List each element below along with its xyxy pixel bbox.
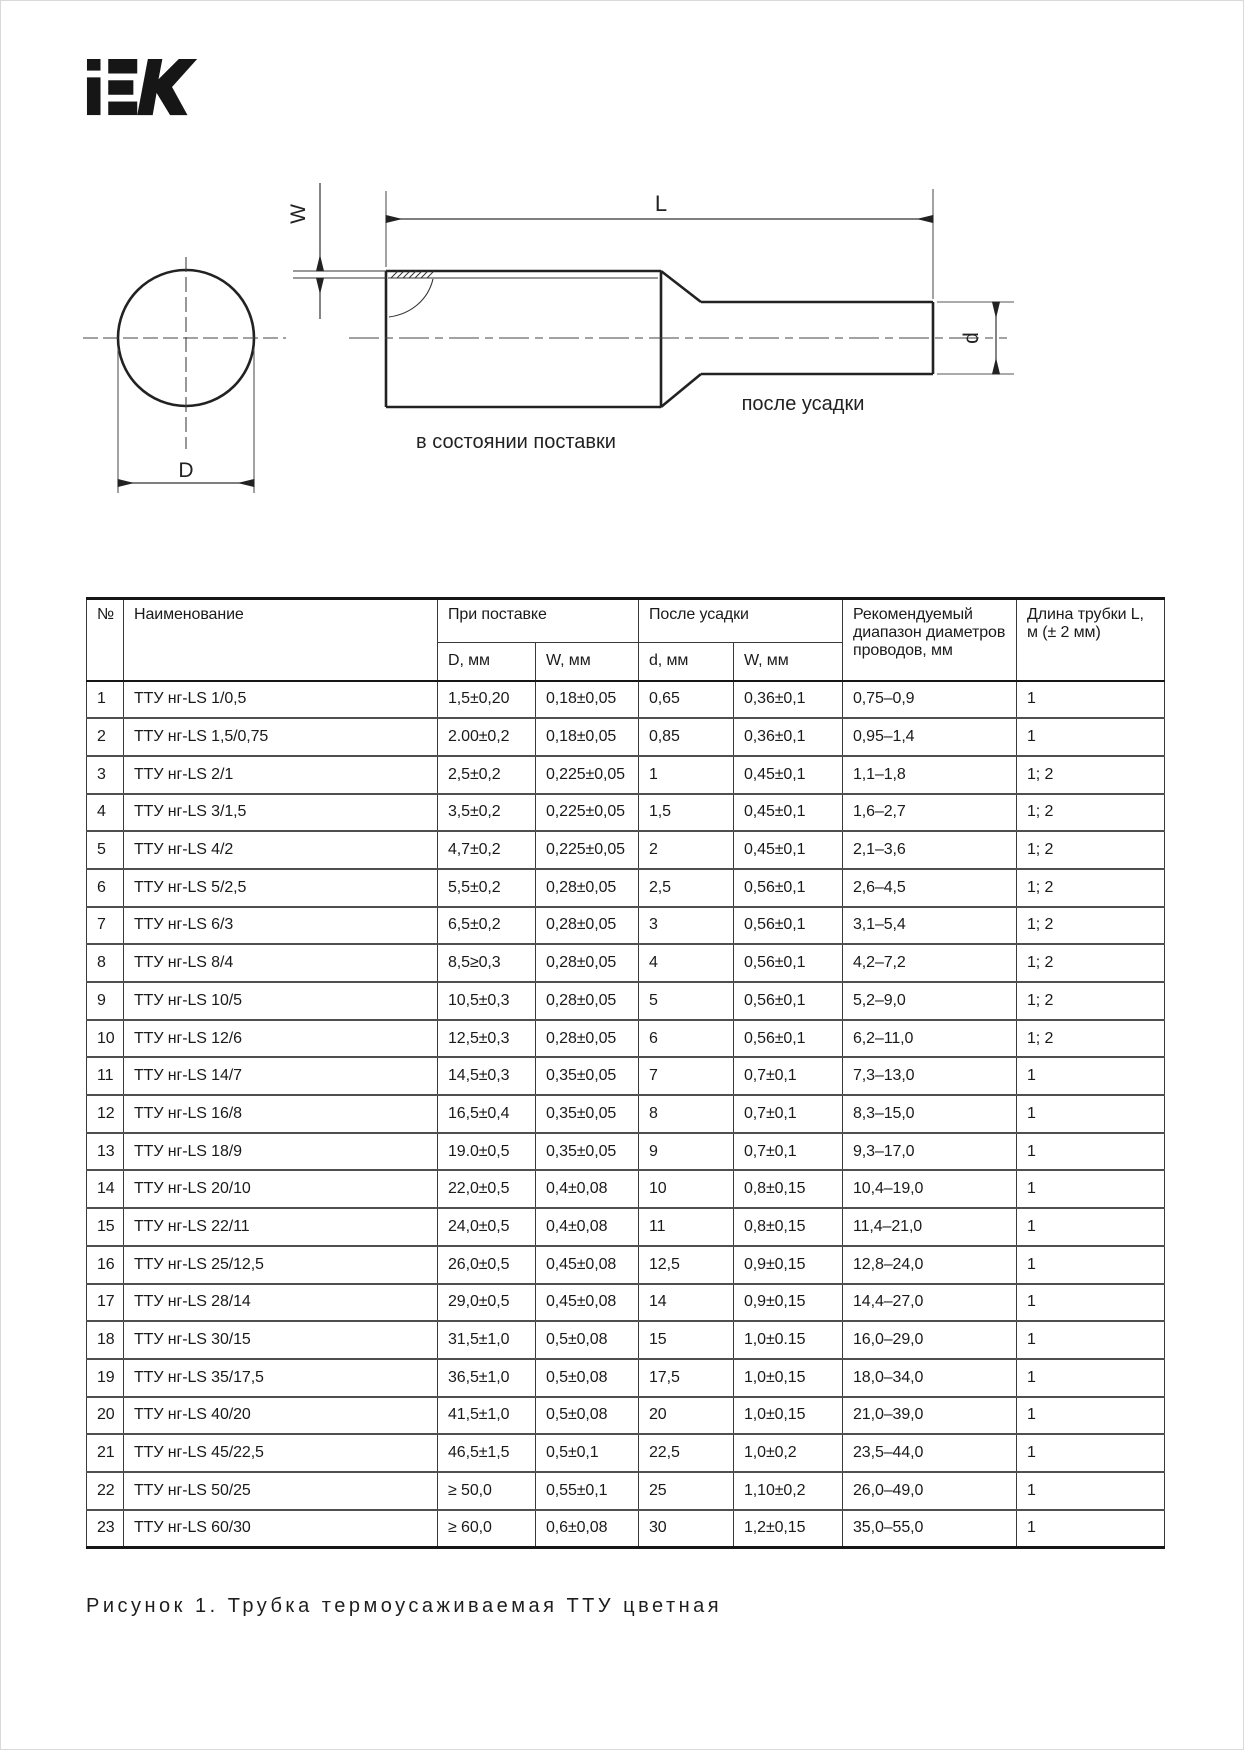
table-row: [87, 756, 1165, 794]
cell-d-mm: 0,65: [639, 681, 734, 719]
cell-range: 1,1–1,8: [843, 756, 1017, 794]
cell-num: 21: [87, 1434, 124, 1472]
cell-range: 4,2–7,2: [843, 944, 1017, 982]
cell-length: 1; 2: [1017, 756, 1165, 794]
cell-W-delivery: 0,4±0,08: [536, 1170, 639, 1208]
table-row: [87, 944, 1165, 982]
cell-W-after: 0,7±0,1: [734, 1133, 843, 1171]
cell-range: 3,1–5,4: [843, 907, 1017, 945]
cell-d-mm: 6: [639, 1020, 734, 1058]
cell-length: 1; 2: [1017, 794, 1165, 832]
cell-length: 1; 2: [1017, 1020, 1165, 1058]
header-W-delivery: W, мм: [536, 643, 639, 681]
header-name: Наименование: [124, 599, 438, 681]
table-row: [87, 1472, 1165, 1510]
cell-d-mm: 25: [639, 1472, 734, 1510]
table-row: [87, 1057, 1165, 1095]
cell-W-after: 0,9±0,15: [734, 1246, 843, 1284]
cell-range: 9,3–17,0: [843, 1133, 1017, 1171]
table-row: [87, 1133, 1165, 1171]
cell-range: 14,4–27,0: [843, 1284, 1017, 1322]
cell-W-delivery: 0,225±0,05: [536, 756, 639, 794]
header-group-delivery: При поставке: [438, 599, 639, 643]
cell-D-mm: 6,5±0,2: [438, 907, 536, 945]
cell-W-after: 0,9±0,15: [734, 1284, 843, 1322]
cell-W-after: 1,0±0,15: [734, 1397, 843, 1435]
cell-W-delivery: 0,5±0,08: [536, 1321, 639, 1359]
dim-label-L: L: [654, 191, 668, 216]
header-D-mm: D, мм: [438, 643, 536, 681]
cell-length: 1: [1017, 1510, 1165, 1548]
cell-range: 2,6–4,5: [843, 869, 1017, 907]
cell-d-mm: 4: [639, 944, 734, 982]
cell-num: 17: [87, 1284, 124, 1322]
cell-num: 22: [87, 1472, 124, 1510]
cell-D-mm: 5,5±0,2: [438, 869, 536, 907]
cell-name: ТТУ нг-LS 14/7: [124, 1057, 438, 1095]
cell-range: 10,4–19,0: [843, 1170, 1017, 1208]
table-row: [87, 1321, 1165, 1359]
cell-W-after: 0,56±0,1: [734, 1020, 843, 1058]
cell-name: ТТУ нг-LS 1/0,5: [124, 681, 438, 719]
cell-name: ТТУ нг-LS 16/8: [124, 1095, 438, 1133]
cell-num: 15: [87, 1208, 124, 1246]
cell-range: 23,5–44,0: [843, 1434, 1017, 1472]
cell-d-mm: 0,85: [639, 718, 734, 756]
cell-num: 3: [87, 756, 124, 794]
header-d-mm: d, мм: [639, 643, 734, 681]
cell-range: 5,2–9,0: [843, 982, 1017, 1020]
cell-D-mm: 16,5±0,4: [438, 1095, 536, 1133]
cell-D-mm: 19.0±0,5: [438, 1133, 536, 1171]
cell-d-mm: 3: [639, 907, 734, 945]
cell-length: 1; 2: [1017, 944, 1165, 982]
table-row: [87, 1434, 1165, 1472]
cell-d-mm: 2: [639, 831, 734, 869]
cell-num: 12: [87, 1095, 124, 1133]
logo-e-bar: [108, 59, 137, 74]
cell-W-after: 1,10±0,2: [734, 1472, 843, 1510]
cell-W-after: 0,56±0,1: [734, 869, 843, 907]
cell-W-after: 0,56±0,1: [734, 944, 843, 982]
header-range: Рекомендуемый диапазон диаметров проводов, мм: [843, 599, 1017, 681]
cell-name: ТТУ нг-LS 1,5/0,75: [124, 718, 438, 756]
cell-length: 1: [1017, 1095, 1165, 1133]
cell-length: 1; 2: [1017, 831, 1165, 869]
cell-name: ТТУ нг-LS 28/14: [124, 1284, 438, 1322]
cell-name: ТТУ нг-LS 60/30: [124, 1510, 438, 1548]
table-row: [87, 1397, 1165, 1435]
dim-label-D: D: [178, 459, 194, 482]
cell-range: 12,8–24,0: [843, 1246, 1017, 1284]
cell-length: 1: [1017, 1359, 1165, 1397]
technical-drawing: [61, 171, 1031, 501]
cell-d-mm: 12,5: [639, 1246, 734, 1284]
cell-W-after: 0,56±0,1: [734, 907, 843, 945]
cell-length: 1: [1017, 1434, 1165, 1472]
cell-d-mm: 9: [639, 1133, 734, 1171]
table-row: [87, 1170, 1165, 1208]
cell-length: 1: [1017, 1321, 1165, 1359]
table-row: [87, 1284, 1165, 1322]
cell-name: ТТУ нг-LS 35/17,5: [124, 1359, 438, 1397]
cell-length: 1: [1017, 1284, 1165, 1322]
cell-length: 1: [1017, 1208, 1165, 1246]
cell-d-mm: 30: [639, 1510, 734, 1548]
cell-range: 0,75–0,9: [843, 681, 1017, 719]
cell-num: 6: [87, 869, 124, 907]
cell-W-delivery: 0,35±0,05: [536, 1095, 639, 1133]
cell-D-mm: ≥ 50,0: [438, 1472, 536, 1510]
cell-D-mm: 41,5±1,0: [438, 1397, 536, 1435]
table-row: [87, 1359, 1165, 1397]
header-length: Длина трубки L, м (± 2 мм): [1017, 599, 1165, 681]
header-W-after: W, мм: [734, 643, 843, 681]
cell-length: 1: [1017, 681, 1165, 719]
cell-W-delivery: 0,28±0,05: [536, 869, 639, 907]
cell-W-after: 0,7±0,1: [734, 1057, 843, 1095]
cell-D-mm: 22,0±0,5: [438, 1170, 536, 1208]
cell-W-delivery: 0,18±0,05: [536, 718, 639, 756]
cell-D-mm: 10,5±0,3: [438, 982, 536, 1020]
table-row: [87, 718, 1165, 756]
cell-range: 8,3–15,0: [843, 1095, 1017, 1133]
table-row: [87, 869, 1165, 907]
cell-W-after: 0,45±0,1: [734, 794, 843, 832]
cell-num: 9: [87, 982, 124, 1020]
table-row: [87, 794, 1165, 832]
cell-num: 11: [87, 1057, 124, 1095]
cell-num: 1: [87, 681, 124, 719]
cell-name: ТТУ нг-LS 8/4: [124, 944, 438, 982]
cell-d-mm: 10: [639, 1170, 734, 1208]
cell-W-delivery: 0,45±0,08: [536, 1284, 639, 1322]
logo-k: [137, 59, 197, 115]
cell-W-delivery: 0,55±0,1: [536, 1472, 639, 1510]
cell-name: ТТУ нг-LS 50/25: [124, 1472, 438, 1510]
cell-range: 2,1–3,6: [843, 831, 1017, 869]
cell-name: ТТУ нг-LS 4/2: [124, 831, 438, 869]
table-row: [87, 1510, 1165, 1548]
cell-num: 16: [87, 1246, 124, 1284]
cell-name: ТТУ нг-LS 25/12,5: [124, 1246, 438, 1284]
cell-W-delivery: 0,225±0,05: [536, 794, 639, 832]
cell-W-delivery: 0,225±0,05: [536, 831, 639, 869]
cell-W-after: 0,8±0,15: [734, 1170, 843, 1208]
cell-D-mm: 36,5±1,0: [438, 1359, 536, 1397]
cell-W-delivery: 0,28±0,05: [536, 944, 639, 982]
cell-W-after: 1,0±0,2: [734, 1434, 843, 1472]
cell-d-mm: 1: [639, 756, 734, 794]
cell-range: 21,0–39,0: [843, 1397, 1017, 1435]
cell-D-mm: ≥ 60,0: [438, 1510, 536, 1548]
cell-W-delivery: 0,28±0,05: [536, 982, 639, 1020]
cell-num: 18: [87, 1321, 124, 1359]
label-after-shrink: после усадки: [741, 393, 865, 415]
cell-W-delivery: 0,35±0,05: [536, 1057, 639, 1095]
cell-W-after: 0,7±0,1: [734, 1095, 843, 1133]
cell-name: ТТУ нг-LS 40/20: [124, 1397, 438, 1435]
cell-length: 1: [1017, 1133, 1165, 1171]
logo-e-bar: [108, 80, 133, 95]
cell-D-mm: 46,5±1,5: [438, 1434, 536, 1472]
cell-range: 1,6–2,7: [843, 794, 1017, 832]
cell-D-mm: 14,5±0,3: [438, 1057, 536, 1095]
cell-W-delivery: 0,4±0,08: [536, 1208, 639, 1246]
cell-range: 6,2–11,0: [843, 1020, 1017, 1058]
cell-D-mm: 26,0±0,5: [438, 1246, 536, 1284]
cell-W-after: 0,36±0,1: [734, 718, 843, 756]
cell-num: 7: [87, 907, 124, 945]
iek-logo: [86, 58, 202, 118]
cell-W-delivery: 0,35±0,05: [536, 1133, 639, 1171]
cell-num: 14: [87, 1170, 124, 1208]
cell-W-after: 1,0±0.15: [734, 1321, 843, 1359]
cell-D-mm: 8,5≥0,3: [438, 944, 536, 982]
cell-W-delivery: 0,45±0,08: [536, 1246, 639, 1284]
cell-range: 26,0–49,0: [843, 1472, 1017, 1510]
cell-W-after: 0,8±0,15: [734, 1208, 843, 1246]
cell-range: 11,4–21,0: [843, 1208, 1017, 1246]
cell-range: 0,95–1,4: [843, 718, 1017, 756]
header-num: №: [87, 599, 124, 681]
cell-W-after: 0,36±0,1: [734, 681, 843, 719]
cell-W-delivery: 0,5±0,1: [536, 1434, 639, 1472]
cell-d-mm: 2,5: [639, 869, 734, 907]
cell-length: 1; 2: [1017, 982, 1165, 1020]
cell-D-mm: 2.00±0,2: [438, 718, 536, 756]
cell-W-after: 0,45±0,1: [734, 756, 843, 794]
table-row: [87, 1020, 1165, 1058]
cell-range: 7,3–13,0: [843, 1057, 1017, 1095]
cell-W-delivery: 0,5±0,08: [536, 1397, 639, 1435]
cell-d-mm: 11: [639, 1208, 734, 1246]
cell-W-delivery: 0,28±0,05: [536, 907, 639, 945]
cell-W-after: 1,0±0,15: [734, 1359, 843, 1397]
cell-num: 4: [87, 794, 124, 832]
cell-name: ТТУ нг-LS 30/15: [124, 1321, 438, 1359]
cell-W-delivery: 0,6±0,08: [536, 1510, 639, 1548]
cell-W-delivery: 0,28±0,05: [536, 1020, 639, 1058]
cell-d-mm: 7: [639, 1057, 734, 1095]
cell-length: 1: [1017, 1170, 1165, 1208]
opening-curve: [389, 279, 433, 317]
dim-label-W: W: [287, 204, 310, 224]
cell-range: 18,0–34,0: [843, 1359, 1017, 1397]
cell-name: ТТУ нг-LS 20/10: [124, 1170, 438, 1208]
label-as-delivered: в состоянии поставки: [416, 431, 616, 453]
cell-name: ТТУ нг-LS 10/5: [124, 982, 438, 1020]
logo-e-bar: [108, 102, 137, 116]
cell-length: 1: [1017, 1057, 1165, 1095]
cell-length: 1; 2: [1017, 869, 1165, 907]
cell-d-mm: 17,5: [639, 1359, 734, 1397]
table-row: [87, 681, 1165, 719]
cell-d-mm: 5: [639, 982, 734, 1020]
cell-num: 20: [87, 1397, 124, 1435]
cell-length: 1: [1017, 1246, 1165, 1284]
cell-num: 13: [87, 1133, 124, 1171]
cell-length: 1: [1017, 1397, 1165, 1435]
cell-range: 35,0–55,0: [843, 1510, 1017, 1548]
header-group-after: После усадки: [639, 599, 843, 643]
dim-label-d: d: [960, 332, 983, 344]
cell-W-delivery: 0,5±0,08: [536, 1359, 639, 1397]
cell-length: 1: [1017, 1472, 1165, 1510]
cell-num: 19: [87, 1359, 124, 1397]
cell-name: ТТУ нг-LS 5/2,5: [124, 869, 438, 907]
cell-D-mm: 12,5±0,3: [438, 1020, 536, 1058]
cell-name: ТТУ нг-LS 3/1,5: [124, 794, 438, 832]
cell-D-mm: 29,0±0,5: [438, 1284, 536, 1322]
logo-i-stem: [87, 77, 101, 115]
cell-name: ТТУ нг-LS 22/11: [124, 1208, 438, 1246]
cell-D-mm: 1,5±0,20: [438, 681, 536, 719]
table-row: [87, 982, 1165, 1020]
cell-name: ТТУ нг-LS 2/1: [124, 756, 438, 794]
cell-num: 5: [87, 831, 124, 869]
cell-D-mm: 3,5±0,2: [438, 794, 536, 832]
table-row: [87, 907, 1165, 945]
cell-d-mm: 15: [639, 1321, 734, 1359]
cell-length: 1: [1017, 718, 1165, 756]
dimensions-table: [86, 597, 1165, 1549]
cell-num: 10: [87, 1020, 124, 1058]
cell-length: 1; 2: [1017, 907, 1165, 945]
cell-W-after: 0,45±0,1: [734, 831, 843, 869]
table-body: [87, 681, 1165, 1548]
cell-name: ТТУ нг-LS 45/22,5: [124, 1434, 438, 1472]
cell-W-after: 0,56±0,1: [734, 982, 843, 1020]
table-header: [87, 599, 1165, 681]
cell-name: ТТУ нг-LS 6/3: [124, 907, 438, 945]
cell-D-mm: 4,7±0,2: [438, 831, 536, 869]
cell-d-mm: 14: [639, 1284, 734, 1322]
table-row: [87, 831, 1165, 869]
cell-num: 8: [87, 944, 124, 982]
cell-name: ТТУ нг-LS 18/9: [124, 1133, 438, 1171]
logo-i-dot: [87, 59, 101, 71]
cell-d-mm: 20: [639, 1397, 734, 1435]
cell-D-mm: 2,5±0,2: [438, 756, 536, 794]
table-row: [87, 1095, 1165, 1133]
figure-caption: Рисунок 1. Трубка термоусаживаемая ТТУ цветная: [86, 1595, 723, 1617]
cell-d-mm: 22,5: [639, 1434, 734, 1472]
cell-D-mm: 31,5±1,0: [438, 1321, 536, 1359]
table-row: [87, 1246, 1165, 1284]
cell-W-delivery: 0,18±0,05: [536, 681, 639, 719]
cell-d-mm: 1,5: [639, 794, 734, 832]
cell-num: 23: [87, 1510, 124, 1548]
cell-range: 16,0–29,0: [843, 1321, 1017, 1359]
cell-num: 2: [87, 718, 124, 756]
cell-D-mm: 24,0±0,5: [438, 1208, 536, 1246]
cell-d-mm: 8: [639, 1095, 734, 1133]
cell-W-after: 1,2±0,15: [734, 1510, 843, 1548]
table-row: [87, 1208, 1165, 1246]
tube-outline: [386, 271, 933, 407]
cell-name: ТТУ нг-LS 12/6: [124, 1020, 438, 1058]
